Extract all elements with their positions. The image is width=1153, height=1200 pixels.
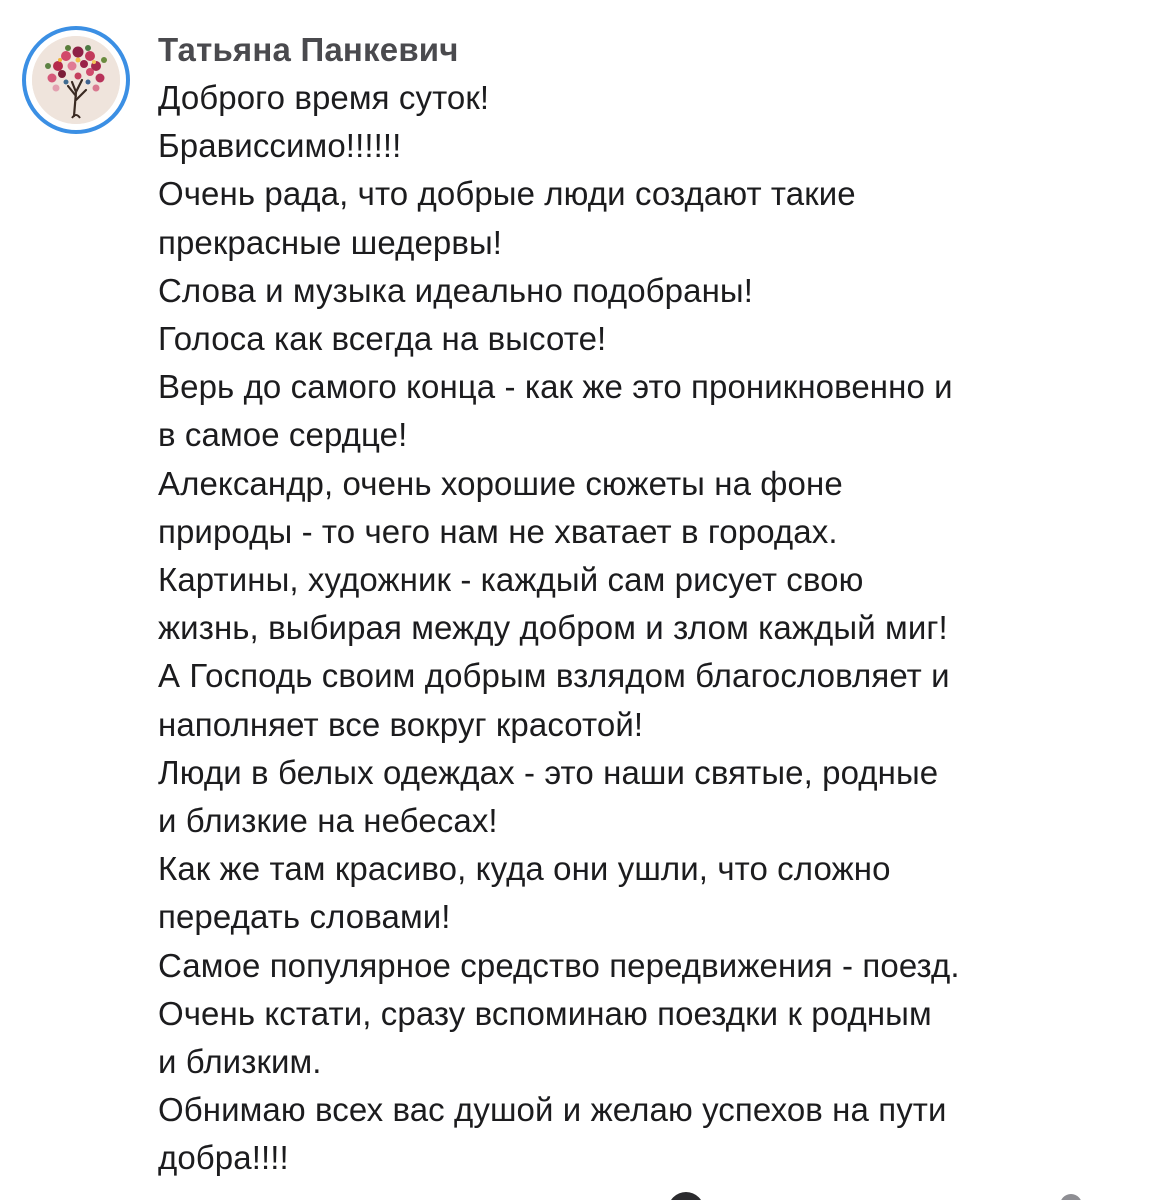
comment-line: и близким.: [158, 1043, 322, 1081]
comment-line: Люди в белых одеждах - это наши святые, родные: [158, 753, 939, 791]
comment-line: прекрасные шедервы!: [158, 223, 503, 261]
reaction-icon[interactable]: [668, 1192, 704, 1200]
comment-line: Обнимаю всех вас душой и желаю успехов на пути: [158, 1091, 947, 1129]
comment-text: [158, 74, 1133, 1183]
comment-line: наполняет все вокруг красотой!: [158, 705, 644, 743]
comment-line: Брависсимо!!!!!!: [158, 127, 402, 165]
comment-line: Верь до самого конца - как же это проникновенно и: [158, 368, 953, 406]
comment-line: Как же там красиво, куда они ушли, что сложно: [158, 850, 891, 888]
comment-line: в самое сердце!: [158, 416, 408, 454]
comment-line: А Господь своим добрым взлядом благословляет и: [158, 657, 950, 695]
comment-line: Александр, очень хорошие сюжеты на фоне: [158, 464, 843, 502]
avatar-story-ring[interactable]: [22, 26, 130, 134]
cropped-footer: [0, 1192, 1153, 1200]
comment-line: и близкие на небесах!: [158, 802, 498, 840]
comment-line: Картины, художник - каждый сам рисует свою: [158, 561, 864, 599]
more-icon[interactable]: [1060, 1194, 1082, 1200]
comment-line: природы - то чего нам не хватает в городах.: [158, 512, 838, 550]
comment-line: добра!!!!: [158, 1139, 289, 1177]
comment-line: Слова и музыка идеально подобраны!: [158, 271, 753, 309]
comment-line: Очень кстати, сразу вспоминаю поездки к родным: [158, 994, 932, 1032]
comment-line: Самое популярное средство передвижения - поезд.: [158, 946, 960, 984]
comment-line: передать словами!: [158, 898, 451, 936]
comment-line: жизнь, выбирая между добром и злом каждый миг!: [158, 609, 948, 647]
tree-avatar-icon: [32, 36, 120, 124]
avatar[interactable]: [32, 36, 120, 124]
author-name[interactable]: Татьяна Панкевич: [158, 31, 459, 68]
comment-line: Очень рада, что добрые люди создают такие: [158, 175, 856, 213]
comment-line: Голоса как всегда на высоте!: [158, 320, 607, 358]
comment-line: Доброго время суток!: [158, 79, 490, 116]
comment-block: [158, 28, 1133, 1183]
